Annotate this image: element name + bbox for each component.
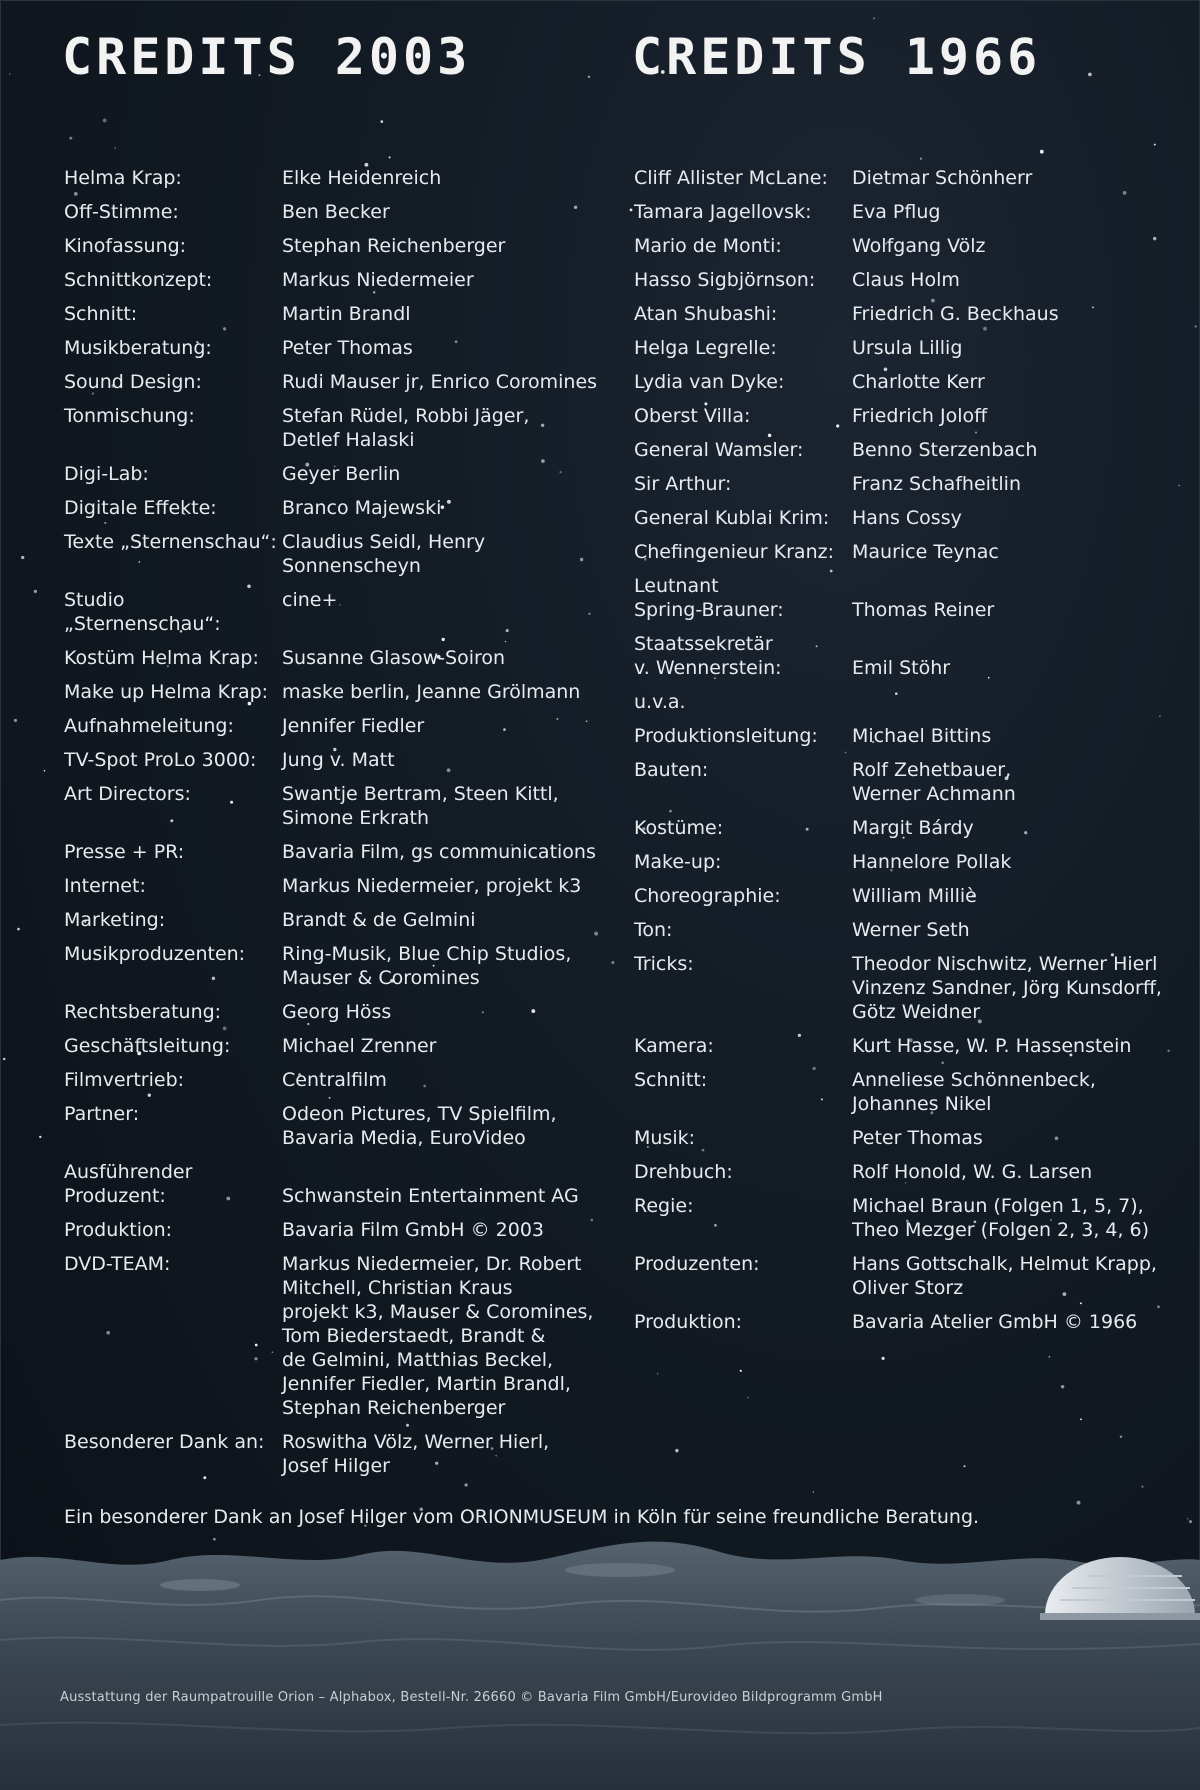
credit-name: Friedrich G. Beckhaus xyxy=(852,303,1059,325)
credit-role: Digitale Effekte: xyxy=(64,497,217,519)
credit-row xyxy=(634,540,1174,564)
credit-role: Atan Shubashi: xyxy=(634,303,778,325)
credit-name: Eva Pflug xyxy=(852,201,941,223)
credit-name: Hans Cossy xyxy=(852,507,962,529)
credit-name: Michael Zrenner xyxy=(282,1035,437,1057)
credit-row xyxy=(64,336,604,360)
credit-name: Franz Schafheitlin xyxy=(852,473,1021,495)
special-thanks-note: Ein besonderer Dank an Josef Hilger vom ORIONMUSEUM in Köln für seine freundliche Beratung. xyxy=(64,1506,980,1528)
credit-role: u.v.a. xyxy=(634,691,686,713)
credit-role: Kamera: xyxy=(634,1035,714,1057)
credit-name: Rolf Honold, W. G. Larsen xyxy=(852,1161,1093,1183)
credit-role: Kinofassung: xyxy=(64,235,187,257)
credit-row xyxy=(64,496,604,520)
credit-row xyxy=(634,200,1174,224)
credit-role: General Wamsler: xyxy=(634,439,804,461)
credit-row xyxy=(64,874,604,898)
credit-role: TV-Spot ProLo 3000: xyxy=(64,749,257,771)
credit-role: Rechtsberatung: xyxy=(64,1001,222,1023)
credit-name: Claus Holm xyxy=(852,269,960,291)
credit-row xyxy=(634,1310,1174,1334)
credit-row xyxy=(64,530,604,578)
credit-role: Digi-Lab: xyxy=(64,463,149,485)
credit-name xyxy=(852,690,1174,714)
credit-name: Kurt Hasse, W. P. Hassenstein xyxy=(852,1035,1132,1057)
credit-name: cine+ xyxy=(282,589,338,611)
credit-name: Anneliese Schönnenbeck, Johannes Nikel xyxy=(852,1069,1096,1115)
credit-role: Tonmischung: xyxy=(64,405,195,427)
credit-row xyxy=(64,646,604,670)
credit-name: Jennifer Fiedler xyxy=(282,715,425,737)
credit-role: Make-up: xyxy=(634,851,722,873)
credit-row xyxy=(64,840,604,864)
credit-row xyxy=(634,1160,1174,1184)
credit-name: Stefan Rüdel, Robbi Jäger, Detlef Halaski xyxy=(282,405,530,451)
credit-role: Produktion: xyxy=(634,1311,743,1333)
credit-role: Chefingenieur Kranz: xyxy=(634,541,834,563)
credit-role: Geschäftsleitung: xyxy=(64,1035,231,1057)
credit-name: Odeon Pictures, TV Spielfilm, Bavaria Media, EuroVideo xyxy=(282,1103,557,1149)
credit-role: Schnitt: xyxy=(634,1069,708,1091)
credit-name: Susanne Glasow-Soiron xyxy=(282,647,506,669)
credit-name: Ben Becker xyxy=(282,201,390,223)
credit-row xyxy=(64,908,604,932)
credit-role: Lydia van Dyke: xyxy=(634,371,785,393)
credit-role: Choreographie: xyxy=(634,885,781,907)
credit-row xyxy=(634,1194,1174,1242)
credit-row xyxy=(634,268,1174,292)
credit-role: Aufnahmeleitung: xyxy=(64,715,234,737)
credit-role: Sound Design: xyxy=(64,371,202,393)
credit-role: Schnitt: xyxy=(64,303,138,325)
credit-name: William Milliè xyxy=(852,885,977,907)
credit-role: Sir Arthur: xyxy=(634,473,732,495)
credit-name: Michael Bittins xyxy=(852,725,992,747)
credit-name: Hans Gottschalk, Helmut Krapp, Oliver Storz xyxy=(852,1253,1157,1299)
credit-name: Bavaria Film, gs communications xyxy=(282,841,596,863)
credit-name: Markus Niedermeier, Dr. Robert Mitchell, Christian Kraus projekt k3, Mauser & Coromines, Tom Biederstaedt, Brandt & de Gelmini, Matthias Beckel, Jennifer Fiedler, Martin Brandl, Stephan Reichenberger xyxy=(282,1253,594,1419)
credit-role: Filmvertrieb: xyxy=(64,1069,185,1091)
credit-row xyxy=(634,1068,1174,1116)
credit-name: Emil Stöhr xyxy=(852,657,951,679)
credit-row xyxy=(634,302,1174,326)
credit-row xyxy=(64,942,604,990)
credit-role: Texte „Sternenschau“: xyxy=(64,531,277,553)
credit-name: Thomas Reiner xyxy=(852,599,995,621)
footer-copyright: Ausstattung der Raumpatrouille Orion – Alphabox, Bestell-Nr. 26660 © Bavaria Film GmbH/Eurovideo Bildprogramm GmbH xyxy=(60,1690,883,1705)
credit-role: Helma Krap: xyxy=(64,167,182,189)
credit-name: Friedrich Joloff xyxy=(852,405,988,427)
credit-role: Internet: xyxy=(64,875,146,897)
credit-role: Kostüme: xyxy=(634,817,724,839)
credit-row xyxy=(634,884,1174,908)
credit-row xyxy=(64,302,604,326)
credit-row xyxy=(634,506,1174,530)
credit-row xyxy=(634,404,1174,428)
credit-name: Peter Thomas xyxy=(282,337,413,359)
credit-role: Musikberatung: xyxy=(64,337,212,359)
credit-row xyxy=(64,370,604,394)
credit-role: Ausführender Produzent: xyxy=(64,1161,193,1207)
credit-role: Produktion: xyxy=(64,1219,173,1241)
credit-role: Marketing: xyxy=(64,909,166,931)
credit-name: Geyer Berlin xyxy=(282,463,401,485)
credit-name: Swantje Bertram, Steen Kittl, Simone Erkrath xyxy=(282,783,559,829)
credit-role: Art Directors: xyxy=(64,783,191,805)
credit-row xyxy=(64,1034,604,1058)
credit-role: Musikproduzenten: xyxy=(64,943,246,965)
credit-name: Roswitha Völz, Werner Hierl, Josef Hilger xyxy=(282,1431,550,1477)
credit-row xyxy=(64,714,604,738)
credit-row xyxy=(64,234,604,258)
credit-row xyxy=(634,574,1174,622)
credit-row xyxy=(64,1252,604,1420)
credit-row xyxy=(634,952,1174,1024)
credit-row xyxy=(634,1126,1174,1150)
credit-row xyxy=(634,758,1174,806)
credit-row xyxy=(64,1000,604,1024)
credit-row xyxy=(634,472,1174,496)
credit-row xyxy=(64,1068,604,1092)
credit-name: Jung v. Matt xyxy=(282,749,395,771)
credit-name: Ring-Musik, Blue Chip Studios, Mauser & Coromines xyxy=(282,943,572,989)
credit-row xyxy=(634,632,1174,680)
credit-role: Off-Stimme: xyxy=(64,201,179,223)
credit-name: Georg Höss xyxy=(282,1001,392,1023)
credit-role: Produktionsleitung: xyxy=(634,725,818,747)
credit-role: Oberst Villa: xyxy=(634,405,751,427)
credit-name: Hannelore Pollak xyxy=(852,851,1012,873)
credit-row xyxy=(64,200,604,224)
credit-name: Dietmar Schönherr xyxy=(852,167,1033,189)
credit-name: Schwanstein Entertainment AG xyxy=(282,1185,579,1207)
credit-row xyxy=(634,850,1174,874)
credit-role: Tricks: xyxy=(634,953,694,975)
credit-name: Rolf Zehetbauer, Werner Achmann xyxy=(852,759,1016,805)
credit-row xyxy=(634,918,1174,942)
credit-name: Markus Niedermeier xyxy=(282,269,474,291)
credit-name: Martin Brandl xyxy=(282,303,411,325)
credit-name: Margit Bárdy xyxy=(852,817,974,839)
credit-row xyxy=(64,268,604,292)
credit-role: Leutnant Spring-Brauner: xyxy=(634,575,784,621)
credit-role: Partner: xyxy=(64,1103,140,1125)
credits-1966-list xyxy=(634,166,1174,1344)
credit-role: Ton: xyxy=(634,919,673,941)
credit-name: Charlotte Kerr xyxy=(852,371,985,393)
credit-row xyxy=(64,680,604,704)
credit-role: Tamara Jagellovsk: xyxy=(634,201,812,223)
credit-name: Elke Heidenreich xyxy=(282,167,442,189)
credit-role: Musik: xyxy=(634,1127,696,1149)
credit-name: Rudi Mauser jr, Enrico Coromines xyxy=(282,371,598,393)
credit-name: maske berlin, Jeanne Grölmann xyxy=(282,681,581,703)
credit-role: Staatssekretär v. Wennerstein: xyxy=(634,633,782,679)
credit-row xyxy=(634,724,1174,748)
credit-role: Schnittkonzept: xyxy=(64,269,213,291)
credit-role: Bauten: xyxy=(634,759,709,781)
credit-name: Michael Braun (Folgen 1, 5, 7), Theo Mezger (Folgen 2, 3, 4, 6) xyxy=(852,1195,1150,1241)
credit-row xyxy=(634,1034,1174,1058)
credit-name: Maurice Teynac xyxy=(852,541,999,563)
credit-role: Besonderer Dank an: xyxy=(64,1431,265,1453)
credit-name: Bavaria Film GmbH © 2003 xyxy=(282,1219,545,1241)
credit-name: Benno Sterzenbach xyxy=(852,439,1038,461)
credit-role: DVD-TEAM: xyxy=(64,1253,171,1275)
credit-row xyxy=(634,234,1174,258)
credit-role: Make up Helma Krap: xyxy=(64,681,269,703)
credit-row xyxy=(64,782,604,830)
credits-2003-list xyxy=(64,166,604,1488)
credit-name: Branco Majewski xyxy=(282,497,442,519)
credit-role: Helga Legrelle: xyxy=(634,337,777,359)
credit-name: Wolfgang Völz xyxy=(852,235,986,257)
credit-row xyxy=(64,166,604,190)
credit-row xyxy=(64,1430,604,1478)
credit-role: Presse + PR: xyxy=(64,841,185,863)
credit-row xyxy=(64,404,604,452)
credit-name: Stephan Reichenberger xyxy=(282,235,506,257)
credit-row xyxy=(634,370,1174,394)
credit-name: Peter Thomas xyxy=(852,1127,983,1149)
credit-name: Markus Niedermeier, projekt k3 xyxy=(282,875,582,897)
credit-row xyxy=(634,816,1174,840)
credit-role: Mario de Monti: xyxy=(634,235,782,257)
credit-name: Theodor Nischwitz, Werner Hierl Vinzenz Sandner, Jörg Kunsdorff, Götz Weidner xyxy=(852,953,1162,1023)
credit-row xyxy=(634,336,1174,360)
credit-row xyxy=(634,438,1174,462)
credit-role: Cliff Allister McLane: xyxy=(634,167,828,189)
credit-row xyxy=(634,690,1174,714)
credit-row xyxy=(64,748,604,772)
heading-credits-2003: CREDITS 2003 xyxy=(62,28,472,86)
credit-name: Centralfilm xyxy=(282,1069,387,1091)
credit-role: Produzenten: xyxy=(634,1253,760,1275)
credit-name: Claudius Seidl, Henry Sonnenscheyn xyxy=(282,531,486,577)
credit-role: Kostüm Helma Krap: xyxy=(64,647,259,669)
credit-role: General Kublai Krim: xyxy=(634,507,830,529)
heading-credits-1966: CREDITS 1966 xyxy=(632,28,1042,86)
credit-row xyxy=(634,1252,1174,1300)
credit-row xyxy=(634,166,1174,190)
credit-role: Hasso Sigbjörnson: xyxy=(634,269,816,291)
credit-name: Werner Seth xyxy=(852,919,970,941)
credit-role: Drehbuch: xyxy=(634,1161,733,1183)
credit-row xyxy=(64,1160,604,1208)
credit-name: Ursula Lillig xyxy=(852,337,963,359)
credit-row xyxy=(64,588,604,636)
credit-name: Bavaria Atelier GmbH © 1966 xyxy=(852,1311,1138,1333)
credit-row xyxy=(64,1102,604,1150)
credit-row xyxy=(64,1218,604,1242)
credit-role: Studio „Sternenschau“: xyxy=(64,589,221,635)
credit-role: Regie: xyxy=(634,1195,694,1217)
credit-row xyxy=(64,462,604,486)
credit-name: Brandt & de Gelmini xyxy=(282,909,476,931)
